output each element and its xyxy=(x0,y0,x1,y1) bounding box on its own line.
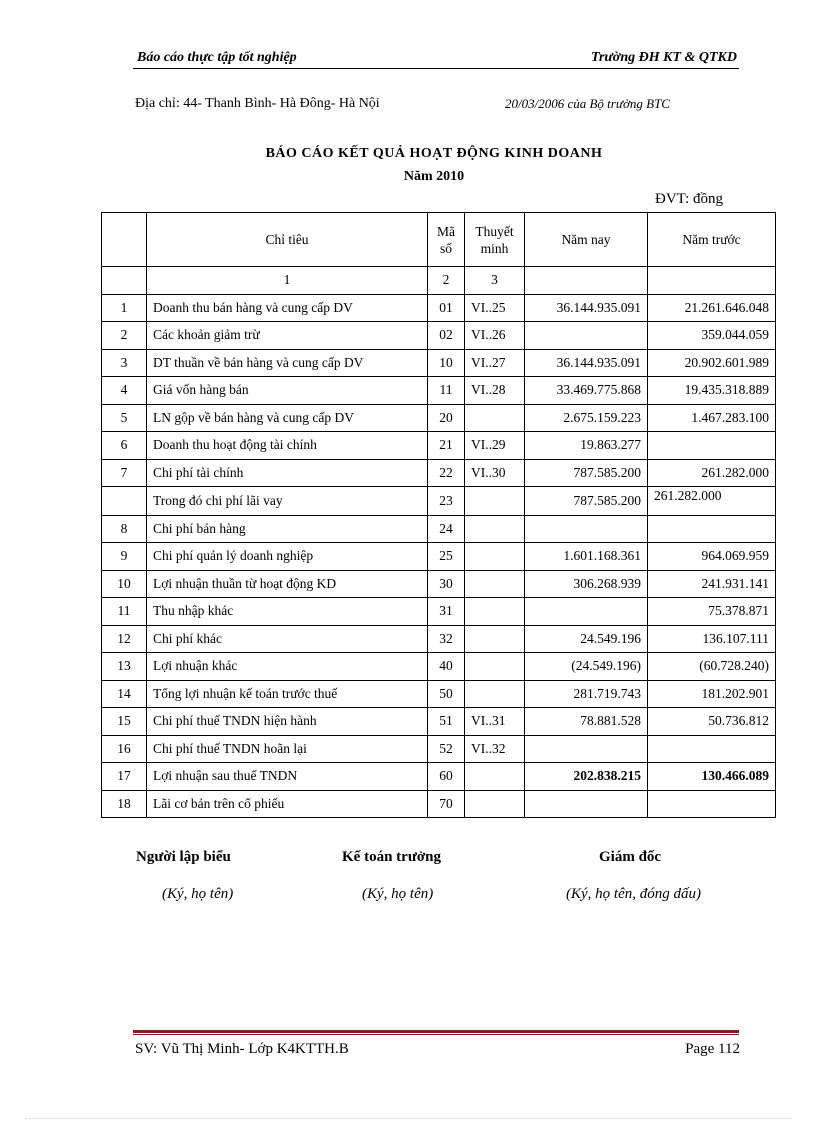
row-ma-so: 10 xyxy=(428,349,465,377)
row-ma-so: 32 xyxy=(428,625,465,653)
row-stt: 12 xyxy=(102,625,147,653)
row-nam-nay: 78.881.528 xyxy=(525,708,648,736)
row-ma-so: 52 xyxy=(428,735,465,763)
header-nam-truoc: Năm trước xyxy=(648,213,776,267)
row-nam-nay xyxy=(525,598,648,626)
table-row xyxy=(102,294,776,322)
row-ma-so: 31 xyxy=(428,598,465,626)
row-chi-tieu: Lợi nhuận khác xyxy=(147,653,428,681)
col-number: 3 xyxy=(465,267,525,295)
table-row xyxy=(102,708,776,736)
table-header-row xyxy=(102,213,776,267)
row-chi-tieu: Chi phí bán hàng xyxy=(147,515,428,543)
row-thuyet-minh: VI..25 xyxy=(465,294,525,322)
row-nam-truoc: 241.931.141 xyxy=(648,570,776,598)
row-nam-nay: 202.838.215 xyxy=(525,763,648,791)
row-thuyet-minh xyxy=(465,543,525,571)
row-nam-nay: 24.549.196 xyxy=(525,625,648,653)
row-chi-tieu: LN gộp về bán hàng và cung cấp DV xyxy=(147,404,428,432)
table-row xyxy=(102,735,776,763)
row-nam-nay: 306.268.939 xyxy=(525,570,648,598)
table-row xyxy=(102,680,776,708)
row-chi-tieu: Thu nhập khác xyxy=(147,598,428,626)
table-row xyxy=(102,570,776,598)
table-row xyxy=(102,432,776,460)
row-stt: 7 xyxy=(102,459,147,487)
row-stt: 2 xyxy=(102,322,147,350)
row-nam-truoc: 136.107.111 xyxy=(648,625,776,653)
row-nam-nay: 2.675.159.223 xyxy=(525,404,648,432)
row-nam-nay: 33.469.775.868 xyxy=(525,377,648,405)
row-nam-nay: 281.719.743 xyxy=(525,680,648,708)
col-number xyxy=(525,267,648,295)
row-nam-nay: 36.144.935.091 xyxy=(525,294,648,322)
company-address: Địa chỉ: 44- Thanh Bình- Hà Đông- Hà Nội xyxy=(135,96,380,111)
row-stt: 4 xyxy=(102,377,147,405)
row-chi-tieu: Giá vốn hàng bán xyxy=(147,377,428,405)
footer-rule-thin xyxy=(133,1034,739,1035)
row-nam-truoc: 130.466.089 xyxy=(648,763,776,791)
table-row xyxy=(102,653,776,681)
row-stt xyxy=(102,487,147,516)
row-thuyet-minh xyxy=(465,487,525,516)
table-row xyxy=(102,349,776,377)
row-nam-truoc xyxy=(648,735,776,763)
table-row xyxy=(102,598,776,626)
row-stt: 8 xyxy=(102,515,147,543)
row-chi-tieu: Tổng lợi nhuận kế toán trước thuế xyxy=(147,680,428,708)
row-thuyet-minh xyxy=(465,763,525,791)
row-nam-truoc: (60.728.240) xyxy=(648,653,776,681)
row-nam-truoc: 1.467.283.100 xyxy=(648,404,776,432)
row-thuyet-minh: VI..32 xyxy=(465,735,525,763)
report-title: BÁO CÁO KẾT QUẢ HOẠT ĐỘNG KINH DOANH xyxy=(265,146,603,161)
table-row xyxy=(102,322,776,350)
signature-preparer: Người lập biểu xyxy=(136,849,231,865)
income-statement-table xyxy=(101,212,776,818)
row-nam-truoc: 261.282.000 xyxy=(648,487,776,516)
row-thuyet-minh xyxy=(465,515,525,543)
row-stt: 18 xyxy=(102,790,147,818)
table-row xyxy=(102,459,776,487)
row-chi-tieu: Chi phí thuế TNDN hoãn lại xyxy=(147,735,428,763)
row-stt: 17 xyxy=(102,763,147,791)
row-thuyet-minh: VI..26 xyxy=(465,322,525,350)
row-nam-nay xyxy=(525,322,648,350)
row-chi-tieu: Doanh thu bán hàng và cung cấp DV xyxy=(147,294,428,322)
row-stt: 9 xyxy=(102,543,147,571)
header-right-text: Trường ĐH KT & QTKD xyxy=(590,50,737,65)
row-stt: 11 xyxy=(102,598,147,626)
row-thuyet-minh xyxy=(465,404,525,432)
row-chi-tieu: Trong đó chi phí lãi vay xyxy=(147,487,428,516)
footer-rule-thick xyxy=(133,1030,739,1033)
row-ma-so: 20 xyxy=(428,404,465,432)
row-chi-tieu: Chi phí tài chính xyxy=(147,459,428,487)
row-nam-nay: 787.585.200 xyxy=(525,487,648,516)
row-thuyet-minh xyxy=(465,680,525,708)
row-stt: 10 xyxy=(102,570,147,598)
row-thuyet-minh: VI..28 xyxy=(465,377,525,405)
table-row xyxy=(102,377,776,405)
header-stt xyxy=(102,213,147,267)
signature-director: Giám đốc xyxy=(599,849,662,865)
row-ma-so: 23 xyxy=(428,487,465,516)
currency-unit: ĐVT: đồng xyxy=(655,191,723,207)
row-stt: 3 xyxy=(102,349,147,377)
footer-left-text: SV: Vũ Thị Minh- Lớp K4KTTH.B xyxy=(135,1041,349,1057)
row-nam-truoc: 181.202.901 xyxy=(648,680,776,708)
row-nam-nay xyxy=(525,790,648,818)
header-left-text: Báo cáo thực tập tốt nghiệp xyxy=(137,50,297,65)
row-nam-nay xyxy=(525,735,648,763)
page-number: Page 112 xyxy=(685,1041,740,1057)
row-ma-so: 02 xyxy=(428,322,465,350)
row-stt: 13 xyxy=(102,653,147,681)
row-thuyet-minh: VI..29 xyxy=(465,432,525,460)
row-nam-truoc: 19.435.318.889 xyxy=(648,377,776,405)
table-row xyxy=(102,790,776,818)
row-ma-so: 01 xyxy=(428,294,465,322)
report-year: Năm 2010 xyxy=(403,169,465,184)
signature-director-note: (Ký, họ tên, đóng dấu) xyxy=(566,886,701,902)
row-thuyet-minh: VI..31 xyxy=(465,708,525,736)
circular-reference: 20/03/2006 của Bộ trưởng BTC xyxy=(505,96,670,111)
row-nam-truoc xyxy=(648,515,776,543)
row-chi-tieu: Các khoản giảm trừ xyxy=(147,322,428,350)
header-thuyet-minh: Thuyết minh xyxy=(465,213,525,267)
row-nam-nay: 36.144.935.091 xyxy=(525,349,648,377)
header-rule xyxy=(133,68,739,69)
row-thuyet-minh xyxy=(465,625,525,653)
row-nam-truoc: 261.282.000 xyxy=(648,459,776,487)
row-thuyet-minh xyxy=(465,598,525,626)
row-stt: 15 xyxy=(102,708,147,736)
row-nam-nay: 19.863.277 xyxy=(525,432,648,460)
signature-accountant: Kế toán trưởng xyxy=(342,849,441,865)
row-ma-so: 11 xyxy=(428,377,465,405)
row-thuyet-minh: VI..30 xyxy=(465,459,525,487)
row-stt: 6 xyxy=(102,432,147,460)
column-number-row xyxy=(102,267,776,295)
row-ma-so: 30 xyxy=(428,570,465,598)
row-nam-truoc: 359.044.059 xyxy=(648,322,776,350)
table-row xyxy=(102,763,776,791)
row-thuyet-minh xyxy=(465,790,525,818)
row-chi-tieu: Chi phí quản lý doanh nghiệp xyxy=(147,543,428,571)
row-nam-truoc: 20.902.601.989 xyxy=(648,349,776,377)
row-ma-so: 22 xyxy=(428,459,465,487)
col-number: 2 xyxy=(428,267,465,295)
row-ma-so: 40 xyxy=(428,653,465,681)
row-chi-tieu: Chi phí khác xyxy=(147,625,428,653)
header-ma-so: Mã số xyxy=(428,213,465,267)
signature-accountant-note: (Ký, họ tên) xyxy=(362,886,434,902)
row-ma-so: 24 xyxy=(428,515,465,543)
row-chi-tieu: Doanh thu hoạt động tài chính xyxy=(147,432,428,460)
row-ma-so: 21 xyxy=(428,432,465,460)
row-chi-tieu: Lợi nhuận thuần từ hoạt động KD xyxy=(147,570,428,598)
header-nam-nay: Năm nay xyxy=(525,213,648,267)
table-row xyxy=(102,487,776,516)
row-stt: 5 xyxy=(102,404,147,432)
row-stt: 14 xyxy=(102,680,147,708)
row-thuyet-minh xyxy=(465,570,525,598)
row-stt: 1 xyxy=(102,294,147,322)
row-nam-nay xyxy=(525,515,648,543)
page-edge-line xyxy=(25,1118,791,1119)
row-nam-truoc: 50.736.812 xyxy=(648,708,776,736)
row-chi-tieu: DT thuần về bán hàng và cung cấp DV xyxy=(147,349,428,377)
row-ma-so: 60 xyxy=(428,763,465,791)
row-nam-nay: 787.585.200 xyxy=(525,459,648,487)
header-chi-tieu: Chỉ tiêu xyxy=(147,213,428,267)
row-chi-tieu: Lãi cơ bản trên cổ phiếu xyxy=(147,790,428,818)
row-ma-so: 25 xyxy=(428,543,465,571)
row-nam-nay: 1.601.168.361 xyxy=(525,543,648,571)
row-nam-truoc: 21.261.646.048 xyxy=(648,294,776,322)
table-row xyxy=(102,404,776,432)
row-nam-truoc xyxy=(648,432,776,460)
row-ma-so: 50 xyxy=(428,680,465,708)
row-nam-truoc: 75.378.871 xyxy=(648,598,776,626)
col-number xyxy=(648,267,776,295)
row-ma-so: 51 xyxy=(428,708,465,736)
table-row xyxy=(102,625,776,653)
row-chi-tieu: Chi phí thuế TNDN hiện hành xyxy=(147,708,428,736)
col-number: 1 xyxy=(147,267,428,295)
row-nam-nay: (24.549.196) xyxy=(525,653,648,681)
row-thuyet-minh xyxy=(465,653,525,681)
row-stt: 16 xyxy=(102,735,147,763)
row-thuyet-minh: VI..27 xyxy=(465,349,525,377)
signature-preparer-note: (Ký, họ tên) xyxy=(162,886,234,902)
table-row xyxy=(102,515,776,543)
row-nam-truoc: 964.069.959 xyxy=(648,543,776,571)
table-row xyxy=(102,543,776,571)
row-nam-truoc xyxy=(648,790,776,818)
col-number-blank xyxy=(102,267,147,295)
row-ma-so: 70 xyxy=(428,790,465,818)
row-chi-tieu: Lợi nhuận sau thuế TNDN xyxy=(147,763,428,791)
